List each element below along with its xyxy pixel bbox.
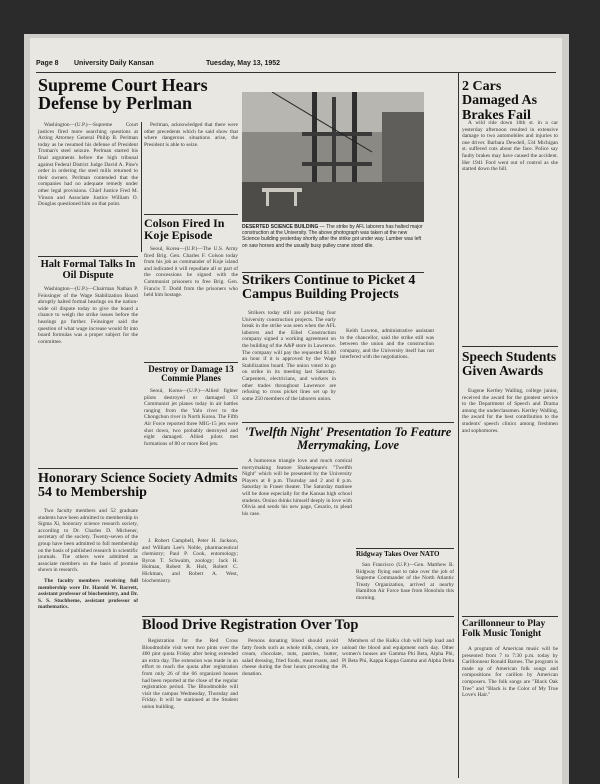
carillon-body: A program of American music will be presented from 7 to 7:30 p.m. today by Carillonneur Ronald Barnes. The program is made up of American folk songs and compositions for carillon by American composers. The folk songs are "Black Oak Tree" and "Black is the Color of My True Love's Hair." [462,646,558,699]
cars-body: A wild ride down 10th st. in a car yesterday afternoon resulted in extensive damage to two automobiles and injuries to one driver. Barbara Dewdell, 534 Michigan st. suffered cuts about the face. Police say faulty brakes may have caused the accident. Her 1941 Ford went out of control as she started down the hill. [462,120,558,173]
strikers-headline: Strikers Continue to Picket 4 Campus Building Projects [242,273,416,303]
honorary-body: Two faculty members and 52 graduate students have been admitted to membership in Sigma Xi, honorary science research society, according to Dr. Charles D. Michener, secretary of the society. Twenty-seven of the group have been admitted to full membership on the basis of published research in scientific journals. The others were admitted as associate members on the basis of promise shown in research. The faculty members receiving full membership were Dr. Harold W. Barrett, assistant professor of biochemistry, and Dr. S. S. Stuchbeme, assistant professor of mathematics. [38,508,138,611]
blood-body-col3: Members of the KuKu club will help load and unload the blood and equipment each day. Other women's houses are Gamma Phi Beta, Alpha Phi, Pi Beta Phi, Kappa Kappa Gamma and Alpha Delta Pi. [342,638,454,671]
column-rule [141,122,142,252]
destroy-headline: Destroy or Damage 13 Commie Planes [148,364,234,384]
construction-scene-image [242,92,424,222]
supreme-body-col1: Washington—(U.P.)—Supreme Court justices fired more searching questions at Acting Attorney General Philip B. Perlman today as he resumed his defense of President Truman's steel seizure. Perlman started his final arguments before the high tribunal against Federal District Judge David A. Pine's order in ordering the steel mills returned to their owners. Perlman contended that the companies had no adequate remedy under other legal provisions. Chief Justice Fred M. Vinson and Associate Justice William O. Douglas questioned him on that point. [38,122,138,208]
section-rule [462,616,558,617]
ridgway-headline: Ridgway Takes Over NATO [356,550,440,558]
paper-name: University Daily Kansan [74,60,154,67]
carillon-headline: Carillonneur to Play Folk Music Tonight [462,619,546,639]
honorary-headline: Honorary Science Society Admits 54 to Membership [38,471,238,501]
section-rule [38,256,138,257]
photo-caption: DESERTED SCIENCE BUILDING — The strike by AFL laborers has halted major construction at the University. The above photograph was taken at the new Science building yesterday shortly after the strike got under way. Lumber was left on saw horses and the usually busy pulley crane stood idle. [242,224,423,249]
newspaper-page [30,38,562,784]
cars-headline: 2 Cars Damaged As Brakes Fail [462,79,538,123]
destroy-body: Seoul, Korea—(U.P.)—Allied fighter pilots destroyed or damaged 13 Communist jet planes today in air battles ranging from the Yalu river to the Chongchon river in North Korea. The Fifth Air Force reported three MIG-15 jets were shot down, two probably destroyed and eight damaged. Allied pilots met formations of 80 or more Red jets. [144,388,238,447]
page-number: Page 8 [36,60,59,67]
ridgway-body: San Francisco (U.P.)—Gen. Matthew B. Ridgway flying east to take over the job of Supreme Commander of the North Atlantic Treaty Organization, arrived at nearby Hamilton Air Force base from Honolulu this morning. [356,562,454,601]
halt-headline: Halt Formal Talks In Oil Dispute [40,259,136,281]
science-building-photo [242,92,424,222]
section-rule [462,346,558,347]
colson-body: Seoul, Korea—(U.P.)—The U.S. Army fired Brig. Gen. Charles F. Colson today from his job as commander of Koje island and indicated it will repudiate all or part of the concessions he signed with the Communist prisoners to free Brig. Gen. Francis T. Dodd from the prisoners who held him hostage. [144,246,238,299]
colson-headline: Colson Fired In Koje Episode [144,216,225,243]
section-rule [144,362,238,363]
section-rule [38,468,238,469]
halt-body: Washington—(U.P.)—Chairman Nathan P. Feinsinger of the Wage Stabilization Board abruptly halted formal hearings on the nation-wide oil dispute today to give the board a chance to weigh the strike issues before the hearings go further. Feinsinger said the question of what wage increase would fit into board formulas was a proper subject for the committee. [38,286,138,345]
honorary-body-col2: J. Robert Campbell, Peter H. Jackson, and William Lee's Noble, pharmaceutical chemistry; Paul P. Cook, entomology; Byron T. Schwalm, zoology; Jack H. Holman, Robert R. Holt, Robert C. Hickman, and Robert A. West, biochemistry. [142,538,238,584]
blood-body-col2: Persons donating blood should avoid fatty foods such as whole milk, cream, ice cream, chocolate, nuts, pastries, butter, salad dressing, fried foods, meat roasts, and cheese during the four hours preceding the donation. [242,638,338,677]
section-rule [144,214,238,215]
blood-headline: Blood Drive Registration Over Top [142,617,359,633]
issue-date: Tuesday, May 13, 1952 [206,60,281,67]
twelfth-headline: 'Twelfth Night' Presentation To Feature Merrymaking, Love [244,425,452,452]
section-rule [356,548,454,549]
supreme-body-col2: Perlman, acknowledged that there were other precedents which he said show that where dangerous situations arise, the President is able to seize. [144,122,238,148]
speech-headline: Speech Students Given Awards [462,349,557,378]
blood-body: Registration for the Red Cross Bloodmobile visit went two pints over the 400 pint quota Friday after being extended an extra day. The extension was made in an effort to reach the quota after registration from only 26 of the 66 organized houses had been reported at the close of the regular registration period. The Bloodmobile will visit the campus Wednesday, Thursday and Friday. It will be stationed at the Student union building. [142,638,238,710]
page-header [36,58,556,73]
column-rule [458,72,459,778]
strikers-body: Strikers today still are picketing four University construction projects. The early break in the strike was seen when the AFL laborers and the Eibel Construction company signed a working agreement on the building of the A&P store in Lawrence. The company will pay the requested $1.80 an hour if it is approved by the Wage Stabilization board. The union voted to go on strike in its meeting last Saturday. Carpenters, electricians, and workers in other trades throughout Lawrence are refusing to cross picket lines set up by some 250 members of the laborers union. [242,310,336,402]
twelfth-body: A humorous triangle love and much comical merrymaking feature Shakespeare's "Twelfth Night" which will be presented by the University Players at 8 p.m. Thursday and 2 and 8 p.m. Saturday in Fraser theater. The Saturday matinee will be done especially for the Kansas high school students. Orsino thinks himself deeply in love with Olivia and sends his new page, Cesario, to plead his case. [242,458,352,517]
section-rule [242,422,454,423]
speech-body: Eugene Kertley Walling, college junior, received the award for the greatest service to the Department of Speech and Drama among the underclassmen. Kertley Walling, the award for the best contribution to the students' speech clinics among freshmen and sophomores. [462,388,558,434]
supreme-headline: Supreme Court Hears Defense by Perlman [38,75,208,114]
strikers-body-col2: Keith Lawton, administrative assistant to the chancellor, said the strike still was between the union and the construction company, and the University itself has not interfered with the negotiations. [340,328,434,361]
